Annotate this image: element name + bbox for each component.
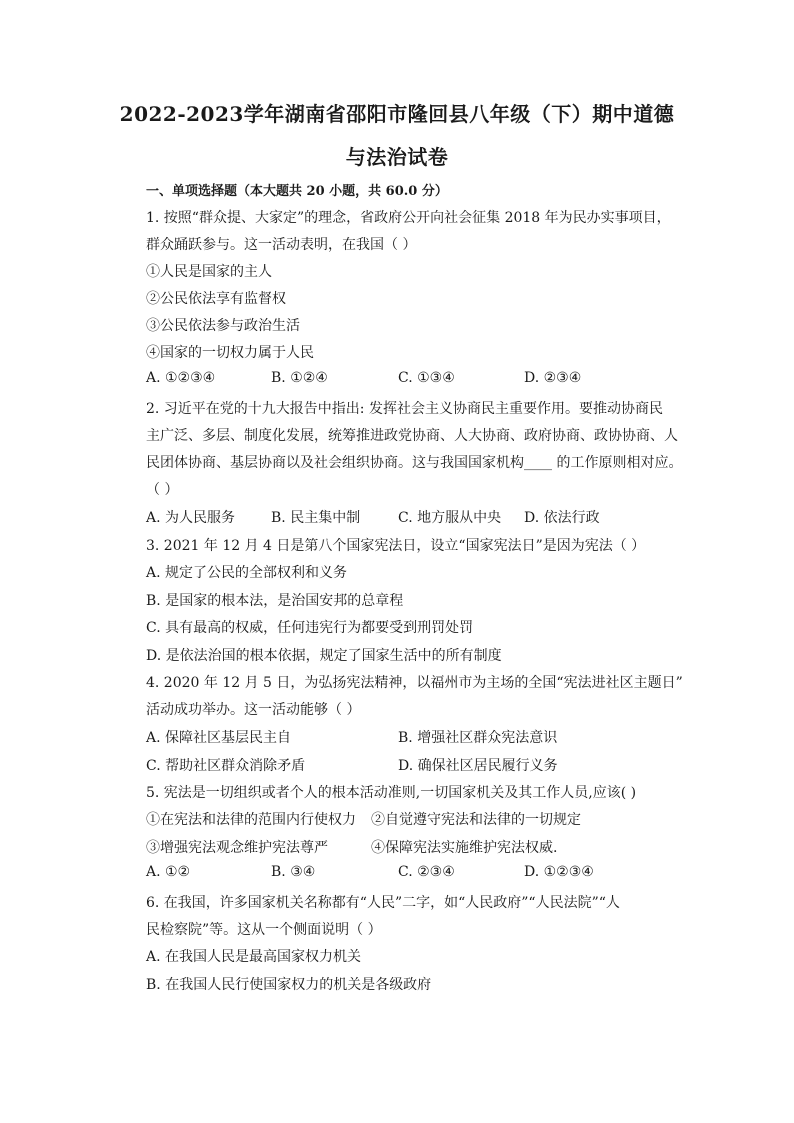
q5-item-1: ①在宪法和法律的范围内行使权力 — [146, 812, 356, 828]
q2-option-d: D. 依法行政 — [524, 510, 600, 526]
q4-stem-line-2: 活动成功举办。这一活动能够（ ） — [146, 702, 361, 718]
q1-item-1: ①人民是国家的主人 — [146, 264, 272, 280]
q5-option-b: B. ③④ — [271, 864, 316, 880]
q2-stem-line-2: 主广泛、多层、制度化发展，统筹推进政党协商、人大协商、政府协商、政协协商、人 — [146, 428, 678, 444]
q5-item-3: ③增强宪法观念维护宪法尊严 — [146, 840, 328, 856]
q3-option-c: C. 具有最高的权威，任何违宪行为都要受到刑罚处罚 — [146, 620, 474, 636]
q5-stem-line-1: 5. 宪法是一切组织或者个人的根本活动准则,一切国家机关及其工作人员,应该( ) — [146, 785, 637, 801]
q1-option-d: D. ②③④ — [524, 370, 582, 386]
q5-item-2: ②自觉遵守宪法和法律的一切规定 — [371, 812, 581, 828]
q3-option-b: B. 是国家的根本法，是治国安邦的总章程 — [146, 593, 404, 609]
q1-item-4: ④国家的一切权力属于人民 — [146, 345, 314, 361]
q5-option-a: A. ①② — [146, 864, 191, 880]
q6-stem-line-1: 6. 在我国，许多国家机关名称都有“人民”二字，如“人民政府”“人民法院”“人 — [146, 895, 620, 911]
q4-option-a: A. 保障社区基层民主自 — [146, 730, 292, 746]
q1-item-2: ②公民依法享有监督权 — [146, 291, 286, 307]
q3-stem-line-1: 3. 2021 年 12 月 4 日是第八个国家宪法日，设立“国家宪法日”是因为宪法（ ） — [146, 538, 646, 554]
exam-title-line-1: 2022-2023学年湖南省邵阳市隆回县八年级（下）期中道德 — [119, 102, 675, 126]
q3-option-a: A. 规定了公民的全部权利和义务 — [146, 565, 348, 581]
q1-option-b: B. ①②④ — [271, 370, 328, 386]
q1-stem-line-2: 群众踊跃参与。这一活动表明，在我国（ ） — [146, 237, 417, 253]
q1-option-a: A. ①②③④ — [146, 370, 216, 386]
q2-stem-line-4: （ ） — [146, 482, 179, 498]
q2-stem-line-3: 民团体协商、基层协商以及社会组织协商。这与我国国家机构____ 的工作原则相对应。 — [146, 455, 683, 471]
q4-option-b: B. 增强社区群众宪法意识 — [398, 730, 558, 746]
q2-option-b: B. 民主集中制 — [271, 510, 361, 526]
q3-option-d: D. 是依法治国的根本依据，规定了国家生活中的所有制度 — [146, 648, 502, 664]
q6-stem-line-2: 民检察院”等。这从一个侧面说明（ ） — [146, 922, 382, 938]
q1-item-3: ③公民依法参与政治生活 — [146, 318, 300, 334]
q6-option-a: A. 在我国人民是最高国家权力机关 — [146, 949, 362, 965]
q6-option-b: B. 在我国人民行使国家权力的机关是各级政府 — [146, 977, 432, 993]
section-heading: 一、单项选择题（本大题共 20 小题，共 60.0 分） — [146, 184, 448, 199]
q5-option-d: D. ①②③④ — [524, 864, 594, 880]
q2-stem-line-1: 2. 习近平在党的十九大报告中指出: 发挥社会主义协商民主重要作用。要推动协商民 — [146, 401, 663, 417]
q1-option-c: C. ①③④ — [398, 370, 455, 386]
q1-stem-line-1: 1. 按照“群众提、大家定”的理念，省政府公开向社会征集 2018 年为民办实事项目， — [146, 210, 671, 226]
exam-title-line-2: 与法治试卷 — [345, 145, 449, 169]
q2-option-a: A. 为人民服务 — [146, 510, 236, 526]
q4-option-c: C. 帮助社区群众消除矛盾 — [146, 758, 306, 774]
q4-stem-line-1: 4. 2020 年 12 月 5 日，为弘扬宪法精神，以福州市为主场的全国“宪法进社区主题日” — [146, 675, 683, 691]
q4-option-d: D. 确保社区居民履行义务 — [398, 758, 558, 774]
q2-option-c: C. 地方服从中央 — [398, 510, 502, 526]
q5-item-4: ④保障宪法实施维护宪法权威. — [371, 840, 558, 856]
q5-option-c: C. ②③④ — [398, 864, 455, 880]
